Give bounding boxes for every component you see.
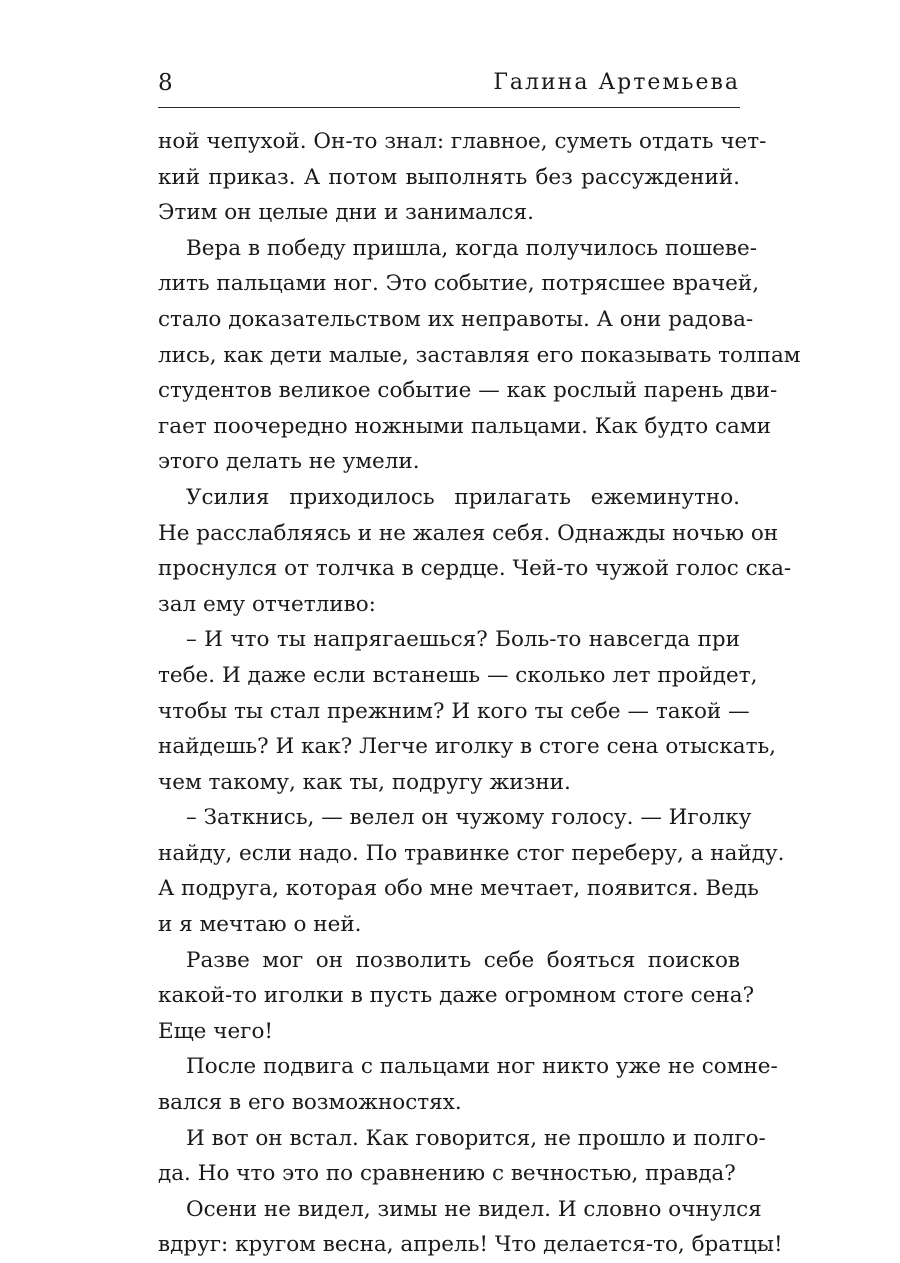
text-line: Не расслабляясь и не жалея себя. Однажды ночью он bbox=[158, 520, 779, 546]
running-title-author: Галина Артемьева bbox=[493, 70, 740, 95]
text-line: Разве мог он позволить себе бояться поисков bbox=[186, 947, 740, 973]
text-line: найду, если надо. По травинке стог переберу, а найду. bbox=[158, 840, 785, 866]
header-rule bbox=[158, 107, 740, 108]
paragraph bbox=[158, 1049, 778, 1120]
text-line: гает поочередно ножными пальцами. Как будто сами bbox=[158, 413, 771, 439]
paragraph bbox=[158, 1121, 766, 1192]
text-line: этого делать не умели. bbox=[158, 449, 420, 475]
text-line: чтобы ты стал прежним? И кого ты себе — такой — bbox=[158, 698, 750, 724]
paragraph bbox=[158, 800, 785, 942]
text-line: ной чепухой. Он-то знал: главное, суметь отдать чет- bbox=[158, 129, 767, 154]
text-line: вался в его возможностях. bbox=[158, 1090, 462, 1116]
text-line: Вера в победу пришла, когда получилось пошеве- bbox=[186, 235, 758, 261]
text-line: А подруга, которая обо мне мечтает, появится. Ведь bbox=[158, 876, 759, 902]
page-number: 8 bbox=[158, 70, 173, 96]
text-line: да. Но что это по сравнению с вечностью, правда? bbox=[158, 1161, 736, 1187]
text-line: Этим он целые дни и занимался. bbox=[158, 200, 534, 226]
text-line: зал ему отчетливо: bbox=[158, 591, 376, 617]
page-header bbox=[158, 70, 740, 106]
text-line: лись, как дети малые, заставляя его показывать толпам bbox=[158, 342, 801, 368]
paragraph bbox=[158, 1192, 783, 1263]
text-line: студентов великое событие — как рослый парень дви- bbox=[158, 378, 778, 404]
text-line: какой-то иголки в пусть даже огромном стоге сена? bbox=[158, 983, 755, 1009]
paragraph bbox=[158, 943, 755, 1050]
paragraph bbox=[158, 231, 801, 480]
text-line: Еще чего! bbox=[158, 1018, 274, 1044]
body-text bbox=[158, 124, 801, 1263]
text-line: проснулся от толчка в сердце. Чей-то чужой голос ска- bbox=[158, 556, 792, 582]
text-line: Усилия приходилось прилагать ежеминутно. bbox=[186, 484, 740, 510]
paragraph bbox=[158, 480, 792, 622]
text-line: вдруг: кругом весна, апрель! Что делается-то, братцы! bbox=[158, 1232, 783, 1258]
text-line: чем такому, как ты, подругу жизни. bbox=[158, 769, 571, 795]
text-line: Осени не видел, зимы не видел. И словно очнулся bbox=[186, 1196, 762, 1222]
text-line: И вот он встал. Как говорится, не прошло и полго- bbox=[186, 1125, 766, 1151]
text-line: найдешь? И как? Легче иголку в стоге сена отыскать, bbox=[158, 734, 777, 760]
text-line: После подвига с пальцами ног никто уже не сомне- bbox=[186, 1054, 778, 1080]
text-line: тебе. И даже если встанешь — сколько лет пройдет, bbox=[158, 662, 758, 688]
text-line: и я мечтаю о ней. bbox=[158, 912, 362, 938]
text-line: лить пальцами ног. Это событие, потрясшее врачей, bbox=[158, 271, 760, 297]
text-line: кий приказ. А потом выполнять без рассуждений. bbox=[158, 164, 740, 190]
text-line: стало доказательством их неправоты. А они радова- bbox=[158, 306, 754, 332]
paragraph bbox=[158, 622, 777, 800]
paragraph bbox=[158, 124, 767, 231]
text-line: – И что ты напрягаешься? Боль-то навсегда при bbox=[186, 627, 740, 653]
text-line: – Заткнись, — велел он чужому голосу. — Иголку bbox=[186, 805, 752, 831]
